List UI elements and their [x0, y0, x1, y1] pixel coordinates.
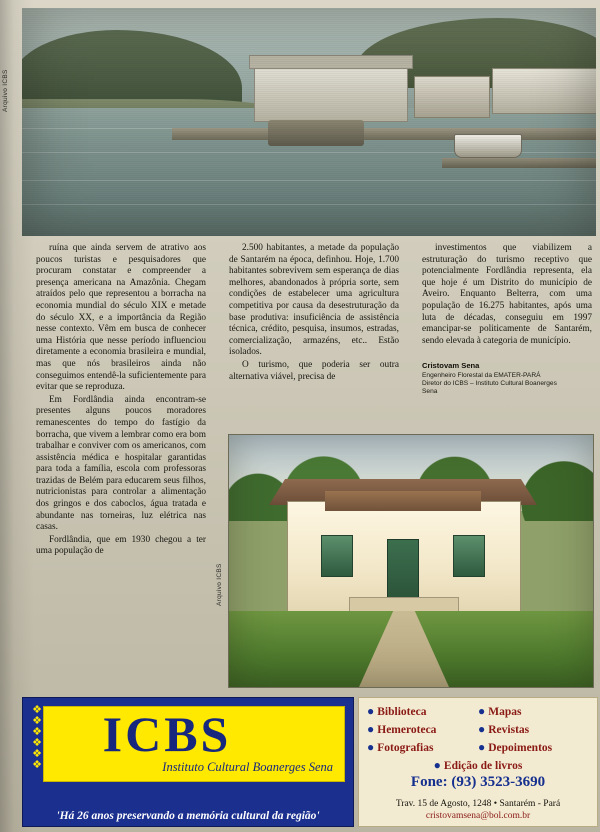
bottom-photo-vignette	[229, 435, 593, 687]
paragraph: investimentos que viabilizem a estruturação do turismo receptivo que potencialmente Fordlândia representa, ela que hoje é um Distrito do município de Aveiro. Enquanto Belterra, com uma população de 16.275 habitantes, após uma luta de décadas, conseguiu em 1997 emancipar-se politicamente de Santarém, sendo elevada à categoria de município.	[422, 243, 592, 346]
icbs-logo-text: ICBS	[102, 706, 232, 762]
bullet-icon: ●	[367, 722, 375, 736]
text-column-2	[229, 243, 399, 383]
service-label: Edição de livros	[443, 760, 523, 772]
bullet-icon: ●	[478, 722, 486, 736]
list-item	[367, 704, 478, 719]
author-role-line: Diretor do ICBS – Instituto Cultural Boanerges	[422, 379, 557, 387]
bottom-photograph	[228, 434, 594, 688]
list-item	[478, 704, 589, 719]
author-name: Cristovam Sena	[422, 361, 480, 371]
bullet-icon: ●	[478, 704, 486, 718]
bullet-icon: ●	[478, 740, 486, 754]
text-column-1	[36, 243, 206, 558]
ad-services-panel	[358, 697, 598, 827]
paragraph: Em Fordlândia ainda encontram-se presentes alguns poucos moradores remanescentes do tempo do fastígio da borracha, que vivem a lembrar como era bom trabalhar e conviver com os americanos, com assistência médica e hospitalar garantidas para toda a família, escola com professoras trazidas de Belém para educarem seus filhos, nutricionistas para controlar a alimentação dos gringos e dos caboclos, água tratada e abundante nas torneiras, luz elétrica nas casas.	[36, 394, 206, 533]
list-item	[478, 722, 589, 737]
paragraph: ruína que ainda servem de atrativo aos poucos turistas e pesquisadores que procuram constatar e compreender a presença americana na Amazônia. Chegam atraídos pelo que representou a borracha na economia mundial do século XIX e metade do século XX, e a importância da Região nesse contexto. Vêm em busca de conhecer uma História que nesse período influenciou diretamente a economia brasileira e mundial, mas que nós brasileiros ainda não conseguimos entendê-la suficientemente para evitar que se reproduza.	[36, 243, 206, 393]
list-item	[478, 740, 589, 755]
service-label: Hemeroteca	[377, 724, 437, 736]
top-photograph	[22, 8, 596, 236]
bullet-icon: ●	[367, 704, 375, 718]
ad-logo-panel	[22, 697, 354, 827]
bottom-photo-credit: Arquivo ICBS	[216, 563, 223, 606]
ad-address-block	[359, 798, 597, 822]
photo-vignette	[22, 8, 596, 236]
list-item	[367, 740, 478, 755]
author-role-line: Engenheiro Florestal da EMATER-PARÁ	[422, 371, 541, 379]
author-role-line: Sena	[422, 387, 438, 395]
service-label: Fotografias	[377, 742, 434, 754]
paragraph: O turismo, que poderia ser outra alternativa viável, precisa de	[229, 359, 399, 382]
top-photo-credit: Arquivo ICBS	[2, 69, 9, 112]
service-label: Depoimentos	[488, 742, 553, 754]
service-label: Biblioteca	[377, 706, 427, 718]
ad-service-list	[367, 704, 589, 773]
text-column-3	[422, 243, 592, 396]
ad-tagline: 'Há 26 anos preservando a memória cultural da região'	[56, 810, 320, 822]
advertisement	[22, 697, 596, 825]
paragraph: Fordlândia, que em 1930 chegou a ter uma população de	[36, 534, 206, 557]
list-item	[367, 758, 589, 773]
bullet-icon: ●	[367, 740, 375, 754]
list-item	[367, 722, 478, 737]
icbs-logo-subtitle: Instituto Cultural Boanerges Sena	[162, 760, 333, 774]
service-label: Revistas	[488, 724, 530, 736]
bullet-icon: ●	[433, 758, 441, 772]
ornament-icon: ❖ ❖ ❖ ❖ ❖ ❖	[32, 704, 42, 771]
service-label: Mapas	[488, 706, 522, 718]
ad-phone: Fone: (93) 3523-3690	[410, 774, 546, 790]
author-byline	[422, 360, 592, 396]
paragraph: 2.500 habitantes, a metade da população de Santarém na época, definhou. Hoje, 1.700 habitantes sobrevivem sem esperança de dias melhores, abandonados à própria sorte, sem condições de estabelecer uma agricultura competitiva por causa da desestruturação da base produtiva: insuficiência de assistência técnica, crédito, pesquisa, insumos, estradas, comercialização, armazéns, etc.. Estão isolados.	[229, 243, 399, 358]
ad-email[interactable]: cristovamsena@bol.com.br	[425, 811, 531, 821]
ad-address: Trav. 15 de Agosto, 1248 • Santarém - Pará	[395, 799, 561, 809]
